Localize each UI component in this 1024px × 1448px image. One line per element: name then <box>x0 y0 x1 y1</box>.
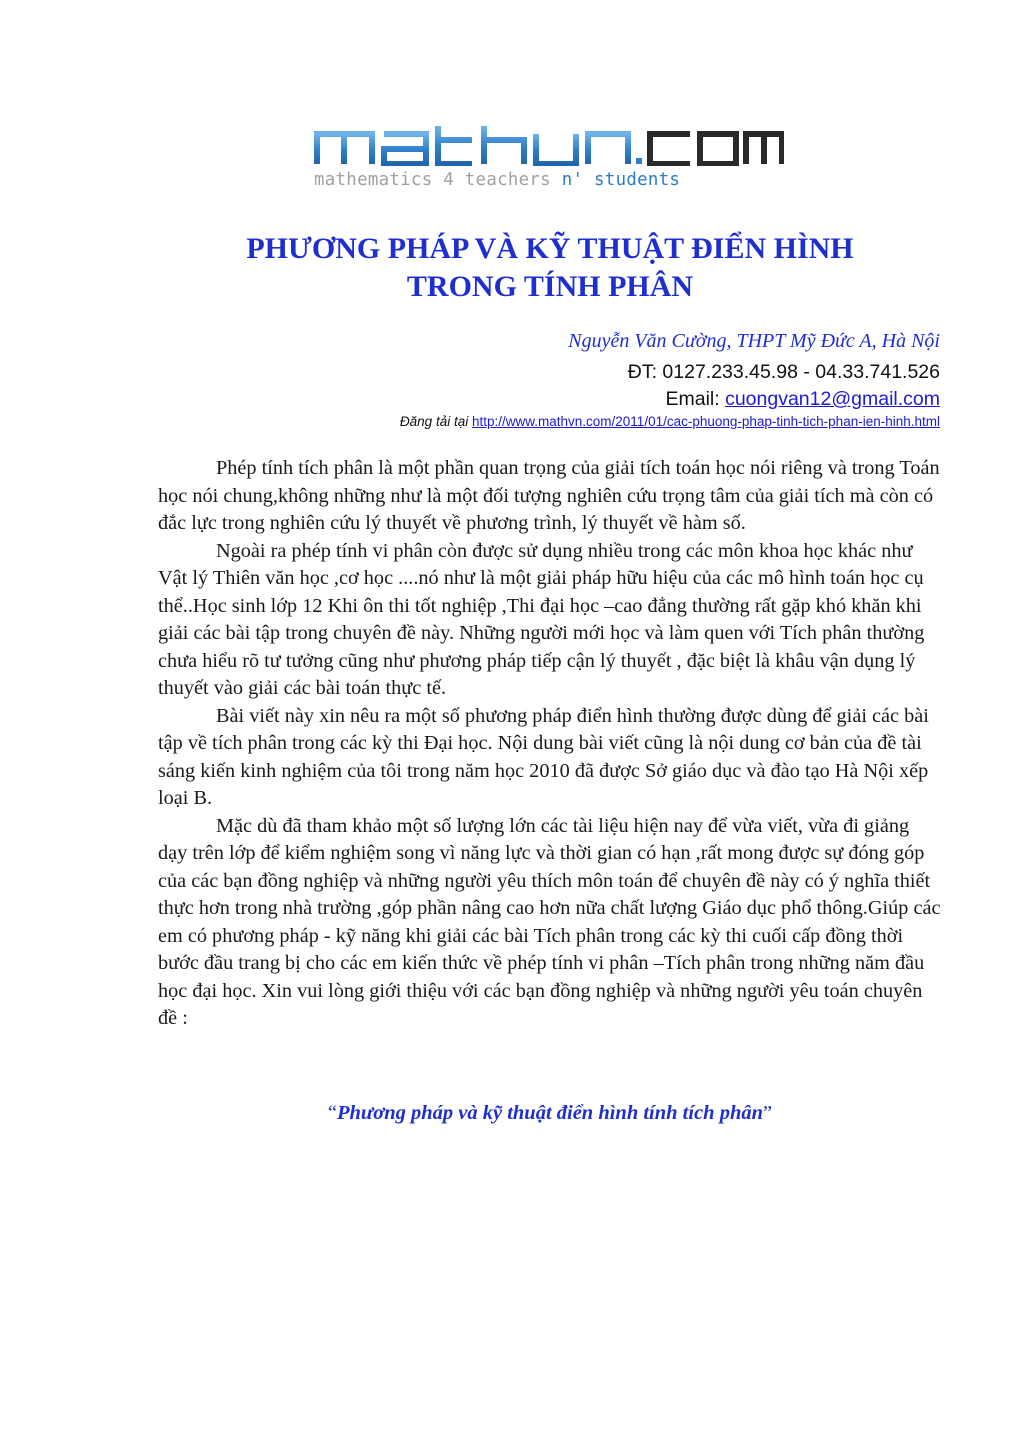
close-quote: ” <box>763 1102 773 1124</box>
source-line <box>400 414 940 429</box>
phone-line: ĐT: 0127.233.45.98 - 04.33.741.526 <box>627 361 940 383</box>
email-link[interactable]: cuongvan12@gmail.com <box>725 388 940 410</box>
paragraph: Bài viết này xin nêu ra một số phương pháp điển hình thường được dùng để giải các bài tập về tích phân trong các kỳ thi Đại học. Nội dung bài viết cũng là nội dung cơ bản của đề tài sáng kiến kinh nghiệm của tôi trong năm học 2010 đã được Sở giáo dục và đào tạo Hà Nội xếp loại B. <box>158 704 929 809</box>
paragraph: Ngoài ra phép tính vi phân còn được sử dụng nhiều trong các môn khoa học khác như Vật lý Thiên văn học ,cơ học ....nó như là một giải pháp hữu hiệu của các mô hình toán học cụ thể..Học sinh lớp 12 Khi ôn thi tốt nghiệp ,Thi đại học –cao đẳng thường rất gặp khó khăn khi giải các bài tập trong chuyên đề này. Những người mới học và làm quen với Tích phân thường chưa hiểu rõ tư tưởng cũng như phương pháp tiếp cận lý thuyết , đặc biệt là khâu vận dụng lý thuyết vào giải các bài toán thực tế. <box>158 539 925 699</box>
closing-quote <box>150 1102 950 1125</box>
source-label: Đăng tải tại <box>399 414 469 429</box>
email-line <box>665 388 940 411</box>
mathvn-wordmark <box>314 126 784 166</box>
author-line: Nguyễn Văn Cường, THPT Mỹ Đức A, Hà Nội <box>568 330 940 352</box>
paragraph: Phép tính tích phân là một phần quan trọng của giải tích toán học nói riêng và trong Toán học nói chung,không những như là một đối tượng nghiên cứu trọng tâm của giải tích mà còn có đắc lực trong nghiên cứu lý thuyết về phương trình, lý thuyết về hàm số. <box>158 457 940 534</box>
email-label: Email: <box>665 388 726 410</box>
document-title <box>150 230 950 306</box>
body-text <box>158 455 943 1033</box>
title-line-1: PHƯƠNG PHÁP VÀ KỸ THUẬT ĐIỂN HÌNH <box>246 232 854 265</box>
title-line-2: TRONG TÍNH PHÂN <box>406 270 694 303</box>
closing-text: Phương pháp và kỹ thuật điển hình tính tích phân <box>336 1102 763 1124</box>
logo-tagline: mathematics 4 teachers n' students <box>314 170 681 190</box>
open-quote: “ <box>327 1102 337 1124</box>
site-logo <box>300 126 800 196</box>
paragraph: Mặc dù đã tham khảo một số lượng lớn các tài liệu hiện nay để vừa viết, vừa đi giảng dạy trên lớp để kiểm nghiệm song vì năng lực và thời gian có hạn ,rất mong được sự đóng góp của các bạn đồng nghiệp và những người yêu thích môn toán để chuyên đề này có ý nghĩa thiết thực hơn trong nhà trường ,góp phần nâng cao hơn nữa chất lượng Giáo dục phổ thông.Giúp các em có phương pháp - kỹ năng khi giải các bài Tích phân trong các kỳ thi cuối cấp đồng thời bước đầu trang bị cho các em kiến thức về phép tính vi phân –Tích phân trong những năm đầu học đại học. Xin vui lòng giới thiệu với các bạn đồng nghiệp và những người yêu toán chuyên đề : <box>158 814 941 1029</box>
source-link[interactable]: http://www.mathvn.com/2011/01/cac-phuong-phap-tinh-tich-phan-ien-hinh.html <box>471 414 940 429</box>
